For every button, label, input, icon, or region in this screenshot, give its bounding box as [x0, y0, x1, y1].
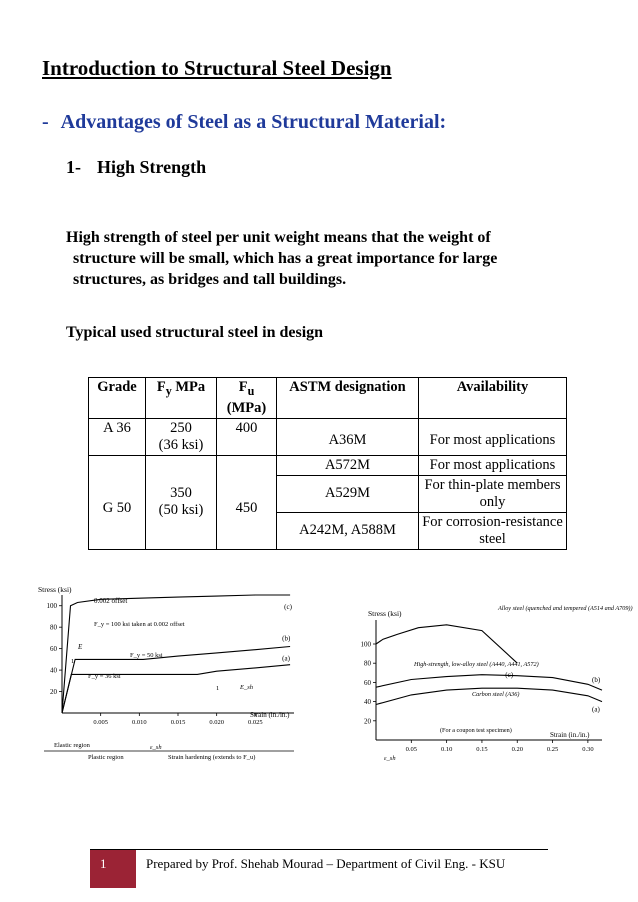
cell-astm: A529M: [277, 475, 419, 512]
series-label: (a): [592, 705, 600, 714]
fy-main: F: [156, 379, 166, 395]
fy-value: 350: [170, 485, 192, 502]
cell-availability: For most applications: [419, 418, 567, 455]
x-tick-label: 0.005: [93, 719, 108, 726]
fu-main: F: [238, 379, 248, 395]
paragraph: [66, 227, 556, 290]
fy-ksi: (36 ksi): [158, 436, 204, 453]
fy-sub: y: [165, 383, 172, 398]
y-tick-label: 60: [50, 645, 57, 654]
subheading-text: Advantages of Steel as a Structural Material:: [60, 111, 447, 133]
series-label: (a): [282, 654, 290, 663]
stress-strain-chart-1: [36, 583, 320, 769]
x-tick-label: 0.010: [132, 719, 147, 726]
steel-grades-table: [88, 377, 567, 550]
annotation-fy-100: F_y = 100 ksi taken at 0.002 offset: [94, 621, 185, 628]
header-astm: ASTM designation: [277, 378, 419, 419]
annotation-slope-1b: 1: [216, 685, 220, 692]
cell-availability: For thin-plate members only: [419, 475, 567, 512]
y-tick-label: 100: [360, 640, 371, 649]
annotation-coupon: (For a coupon test specimen): [440, 727, 512, 734]
chart2-xlabel: Strain (in./in.): [550, 731, 590, 739]
series-line-c: [62, 595, 290, 713]
x-tick-label: 0.30: [582, 746, 594, 753]
stress-strain-chart-2: [340, 600, 633, 772]
y-tick-label: 20: [364, 717, 371, 726]
cell-grade: G 50: [89, 455, 146, 549]
cell-astm: A572M: [277, 455, 419, 475]
annotation-fy-36: F_y = 36 ksi: [88, 673, 121, 680]
chart1-xlabel: Strain (in./in.): [250, 711, 290, 719]
y-tick-label: 40: [364, 698, 371, 707]
fy-ksi: (50 ksi): [158, 502, 204, 519]
table-row: [89, 418, 567, 455]
chart2-ylabel: Stress (ksi): [368, 609, 402, 618]
section-number: 1-: [66, 157, 81, 177]
x-tick-label: 0.020: [209, 719, 224, 726]
fu-sub: u: [247, 383, 255, 398]
cell-fy: [146, 418, 217, 455]
x-tick-label: 0.25: [546, 746, 559, 753]
paragraph-line-1: High strength of steel per unit weight means that the weight of: [66, 229, 491, 246]
series-label: (b): [592, 676, 601, 685]
cell-availability: For corrosion-resistance steel: [419, 512, 567, 549]
header-fy: [146, 378, 217, 419]
paragraph-line-2: structure will be small, which has a great importance for large: [73, 250, 498, 267]
x-tick-label: 0.15: [476, 746, 488, 753]
series-line-a: [62, 665, 290, 713]
chart1-ylabel: Stress (ksi): [38, 585, 72, 594]
cell-availability: For most applications: [419, 455, 567, 475]
x-tick-label: 0.025: [248, 719, 263, 726]
fy-unit: MPa: [171, 379, 206, 395]
annotation-elastic: Elastic region: [54, 742, 90, 749]
y-tick-label: 20: [50, 688, 57, 697]
annotation-carbon: Carbon steel (A36): [472, 691, 520, 698]
table-row: [89, 455, 567, 475]
series-label: (b): [282, 634, 291, 643]
y-tick-label: 80: [50, 623, 57, 632]
section-heading: [66, 157, 206, 178]
cell-astm: A242M, A588M: [277, 512, 419, 549]
subheading-dash: -: [42, 111, 49, 133]
cell-fu: 400: [217, 418, 277, 455]
page-number-box: [90, 850, 136, 888]
annotation-Esh: E_sh: [240, 684, 253, 691]
series-label: (c): [505, 671, 514, 680]
series-label: (c): [284, 603, 292, 611]
page-title: Introduction to Structural Steel Design: [42, 56, 392, 80]
footer-text: Prepared by Prof. Shehab Mourad – Department of Civil Eng. - KSU: [146, 856, 506, 871]
header-grade: Grade: [89, 378, 146, 419]
fy-value: 250: [170, 419, 192, 436]
annotation-alloy: Alloy steel (quenched and tempered (A514 and A709)): [498, 605, 633, 612]
annotation-E: E: [78, 643, 83, 651]
x-tick-label: 0.20: [511, 746, 523, 753]
cell-astm: A36M: [277, 418, 419, 455]
annotation-offset: 0.002 offset: [94, 597, 128, 605]
table-header-row: [89, 378, 567, 419]
annotation-eps-sh-2: ε_sh: [384, 755, 396, 762]
x-tick-label: 0.05: [405, 746, 417, 753]
footer-rule: [90, 849, 548, 850]
annotation-eps-sh: ε_sh: [150, 744, 162, 751]
y-tick-label: 80: [364, 659, 371, 668]
cell-grade: A 36: [89, 418, 146, 455]
paragraph-line-3: structures, as bridges and tall buildings.: [73, 271, 347, 288]
annotation-fy-50: F_y = 50 ksi: [130, 652, 163, 659]
header-availability: Availability: [419, 378, 567, 419]
series-line-c: [376, 625, 517, 663]
x-tick-label: 0.015: [170, 719, 186, 726]
table-intro: Typical used structural steel in design: [66, 324, 324, 341]
annotation-hsla: High-strength, low-alloy steel (A440, A441, A572): [414, 661, 539, 668]
annotation-plastic: Plastic region: [88, 754, 124, 761]
section-title: High Strength: [97, 157, 207, 177]
subheading: [42, 111, 446, 134]
fu-unit: (MPa): [226, 399, 267, 416]
y-tick-label: 60: [364, 678, 371, 687]
x-tick-label: 0.10: [440, 746, 453, 753]
header-fu: [217, 378, 277, 419]
page-number: 1: [100, 856, 107, 871]
cell-fu: 450: [217, 455, 277, 549]
y-tick-label: 100: [46, 602, 57, 611]
cell-fy: [146, 455, 217, 549]
y-tick-label: 40: [50, 666, 57, 675]
annotation-slope-1: 1: [71, 658, 75, 665]
annotation-strain-hardening: Strain hardening (extends to F_u): [168, 754, 256, 761]
